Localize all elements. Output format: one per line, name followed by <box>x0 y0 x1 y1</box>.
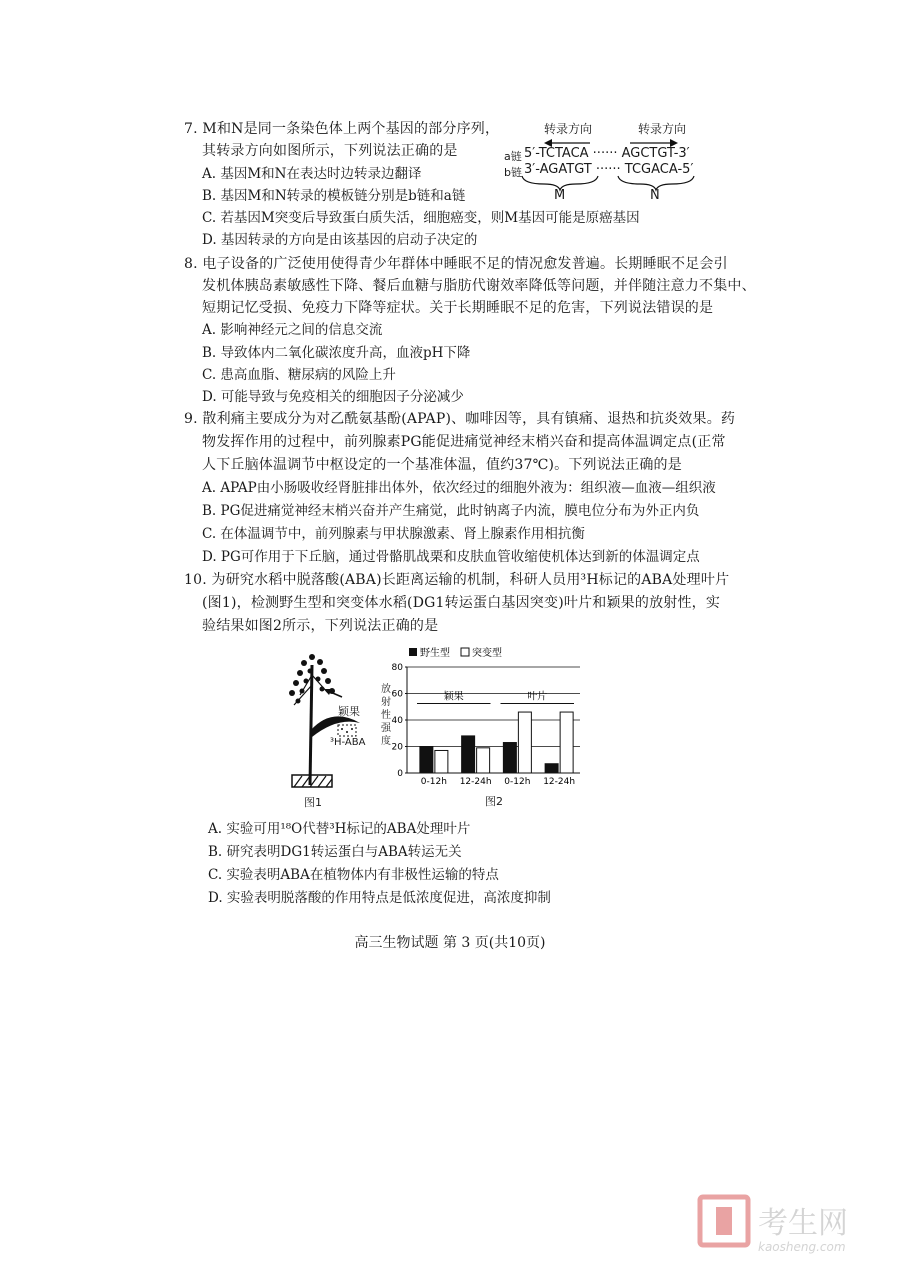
q9-option-d: D. PG可作用于下丘脑，通过骨骼肌战栗和皮肤血管收缩使机体达到新的体温调定点 <box>202 549 700 565</box>
bar-mutant <box>560 712 573 773</box>
watermark-logo <box>696 1189 876 1263</box>
bar-mutant <box>435 750 448 773</box>
group-label: 颖果 <box>443 691 464 703</box>
label-h3-aba: ³H-ABA <box>330 737 366 748</box>
y-tick-label: 0 <box>397 769 403 779</box>
group-label: 叶片 <box>527 691 548 703</box>
q10-stem-line3: 验结果如图2所示，下列说法正确的是 <box>202 618 439 634</box>
watermark-subtext: kaosheng.com <box>758 1240 846 1254</box>
label-grain: 颖果 <box>338 705 360 718</box>
y-tick-label: 80 <box>391 663 403 673</box>
figure-2-caption: 图2 <box>485 795 503 808</box>
figure-2-chart <box>375 643 585 813</box>
x-tick-label: 12-24h <box>459 777 492 787</box>
y-tick-label: 60 <box>391 689 403 700</box>
q9-stem-line2: 物发挥作用的过程中，前列腺素PG能促进痛觉神经末梢兴奋和提高体温调定点(正常 <box>202 434 726 450</box>
bar-wild-type <box>545 764 558 773</box>
gene-n-label: N <box>650 188 660 203</box>
transcription-direction-right: 转录方向 <box>638 122 687 136</box>
bar-mutant <box>477 748 490 773</box>
strand-b-label: b链 <box>504 166 522 179</box>
q9-option-b: B. PG促进痛觉神经末梢兴奋并产生痛觉，此时钠离子内流，膜电位分布为外正内负 <box>202 503 700 519</box>
figure-1-caption: 图1 <box>304 796 322 809</box>
q8-stem-line2: 发机体胰岛素敏感性下降、餐后血糖与脂肪代谢效率降低等问题，并伴随注意力不集中、 <box>202 278 756 294</box>
legend-mutant: 突变型 <box>472 648 502 659</box>
q9-option-a: A. APAP由小肠吸收经肾脏排出体外，依次经过的细胞外液为：组织液—血液—组织液 <box>202 480 716 496</box>
q7-stem-line2: 其转录方向如图所示，下列说法正确的是 <box>202 143 458 159</box>
y-tick-label: 40 <box>391 716 403 726</box>
q10-stem-line2: (图1)，检测野生型和突变体水稻(DG1转运蛋白基因突变)叶片和颖果的放射性，实 <box>202 595 721 611</box>
figure-1-plant <box>282 645 377 810</box>
bar-wild-type <box>503 743 516 773</box>
x-tick-label: 12-24h <box>543 777 576 787</box>
strand-a-sequence: 5′-TCTACA ······ AGCTGT-3′ <box>524 146 690 161</box>
bar-chart-svg <box>375 643 585 793</box>
rice-plant-drawing <box>282 645 377 795</box>
q8-option-a: A. 影响神经元之间的信息交流 <box>202 322 383 338</box>
q10-option-c: C. 实验表明ABA在植物体内有非极性运输的特点 <box>208 867 499 883</box>
q8-stem-line3: 短期记忆受损、免疫力下降等症状。关于长期睡眠不足的危害，下列说法错误的是 <box>202 300 714 316</box>
q8-option-d: D. 可能导致与免疫相关的细胞因子分泌减少 <box>202 389 464 405</box>
q10-option-d: D. 实验表明脱落酸的作用特点是低浓度促进，高浓度抑制 <box>208 890 551 906</box>
q7-option-b: B. 基因M和N转录的模板链分别是b链和a链 <box>202 188 466 204</box>
q8-option-c: C. 患高血脂、糖尿病的风险上升 <box>202 367 396 383</box>
q8-option-b: B. 导致体内二氧化碳浓度升高，血液pH下降 <box>202 345 471 361</box>
q7-option-c: C. 若基因M突变后导致蛋白质失活，细胞癌变，则M基因可能是原癌基因 <box>202 210 640 226</box>
q10-stem-line1: 10. 为研究水稻中脱落酸(ABA)长距离运输的机制，科研人员用³H标记的ABA处理叶片 <box>184 572 730 588</box>
q7-dna-figure <box>500 118 720 208</box>
strand-b-sequence: 3′-AGATGT ······ TCGACA-5′ <box>524 162 694 177</box>
watermark-text: 考生网 <box>758 1206 848 1241</box>
q7-option-a: A. 基因M和N在表达时边转录边翻译 <box>202 166 422 182</box>
bar-wild-type <box>462 736 475 773</box>
strand-a-label: a链 <box>504 150 522 163</box>
q10-option-a: A. 实验可用¹⁸O代替³H标记的ABA处理叶片 <box>208 821 471 837</box>
kaosheng-logo-icon <box>696 1189 876 1259</box>
x-tick-label: 0-12h <box>420 777 447 787</box>
q9-option-c: C. 在体温调节中，前列腺素与甲状腺激素、肾上腺素作用相抗衡 <box>202 526 585 542</box>
q7-stem-line1: 7. M和N是同一条染色体上两个基因的部分序列， <box>184 121 500 137</box>
chart-legend <box>409 646 502 659</box>
q9-stem-line1: 9. 散利痛主要成分为对乙酰氨基酚(APAP)、咖啡因等，具有镇痛、退热和抗炎效果。药 <box>184 411 736 427</box>
q7-option-d: D. 基因转录的方向是由该基因的启动子决定的 <box>202 232 478 248</box>
q10-option-b: B. 研究表明DG1转运蛋白与ABA转运无关 <box>208 844 462 860</box>
gene-m-label: M <box>554 188 566 203</box>
legend-wild-type: 野生型 <box>420 648 450 659</box>
bar-mutant <box>518 712 531 773</box>
page-footer: 高三生物试题 第 3 页(共10页) <box>354 935 546 951</box>
chart-y-axis-label: 放射性强度 <box>381 684 391 747</box>
q9-stem-line3: 人下丘脑体温调节中枢设定的一个基准体温，值约37℃)。下列说法正确的是 <box>202 457 682 473</box>
q8-stem-line1: 8. 电子设备的广泛使用使得青少年群体中睡眠不足的情况愈发普遍。长期睡眠不足会引 <box>184 256 728 272</box>
bar-wild-type <box>420 747 433 774</box>
transcription-direction-left: 转录方向 <box>544 122 593 136</box>
y-tick-label: 20 <box>391 742 403 753</box>
x-tick-label: 0-12h <box>504 777 531 787</box>
